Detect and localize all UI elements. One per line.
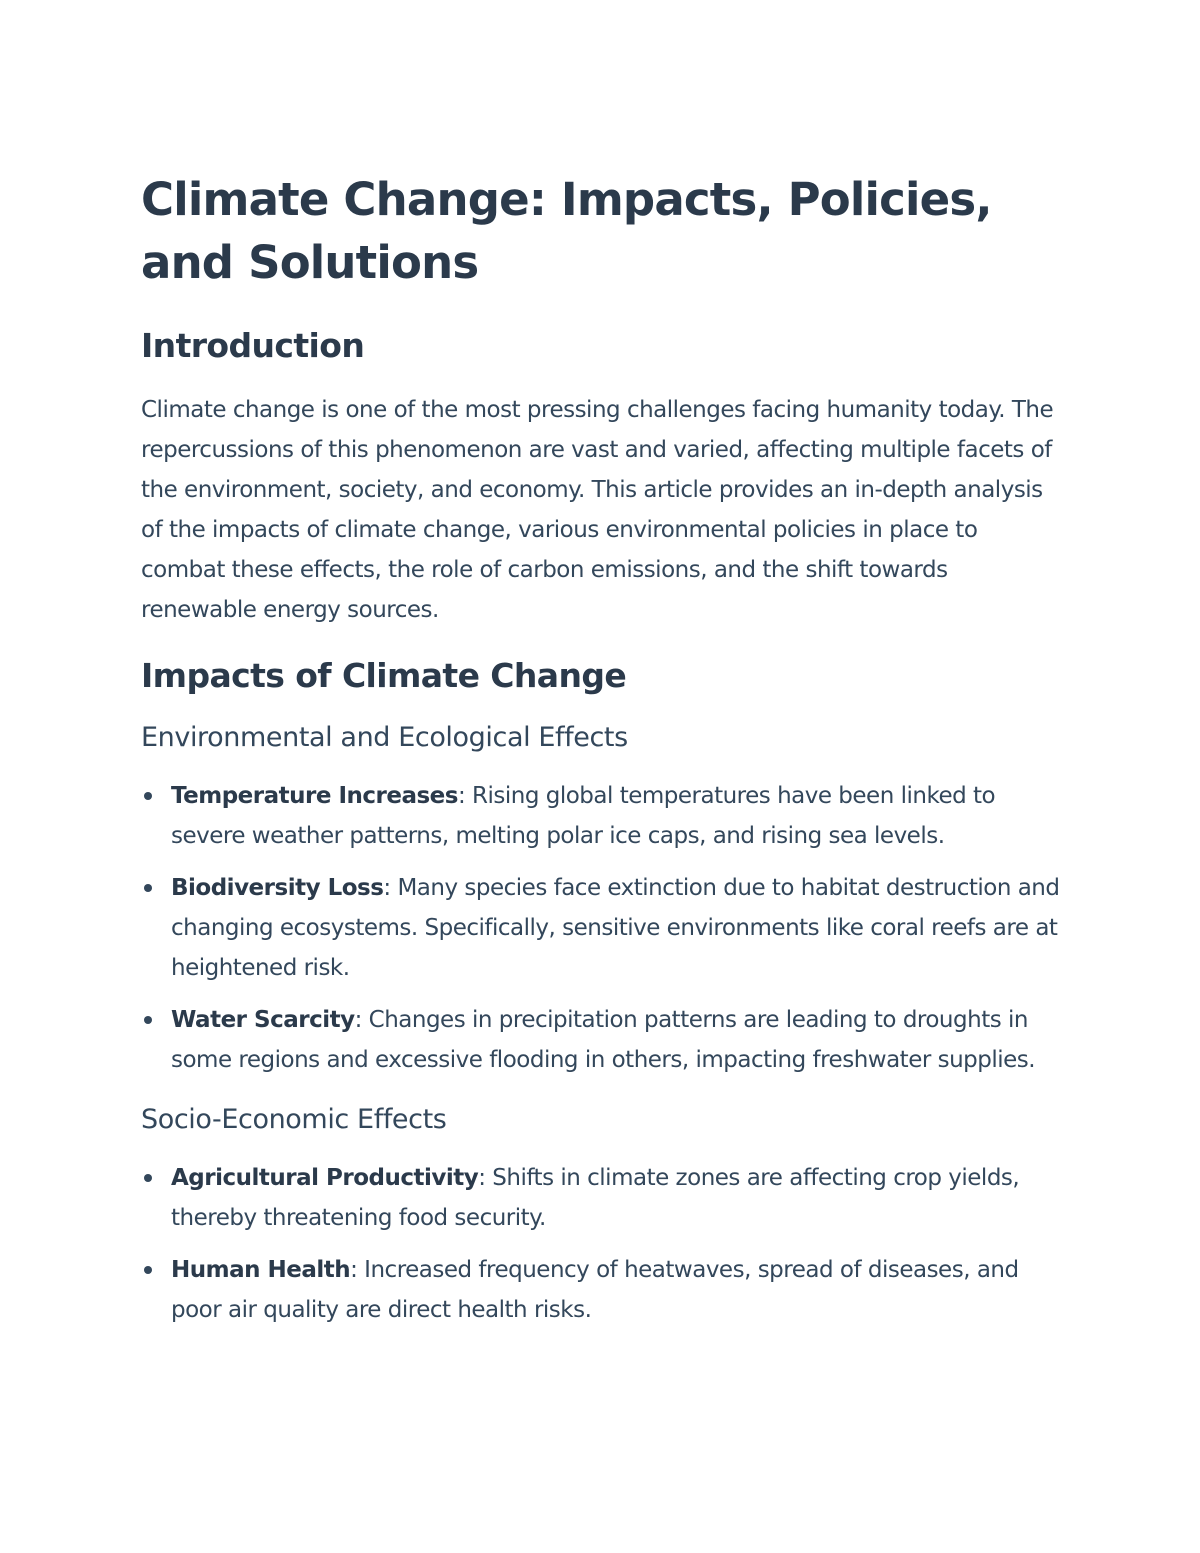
list-item-term: Human Health xyxy=(171,1257,351,1283)
list-item xyxy=(141,868,1061,988)
list-item-text: : Shifts in climate zones are affecting crop yields, thereby threatening food security. xyxy=(171,1165,1020,1231)
list-item xyxy=(141,1250,1061,1330)
bullet-icon xyxy=(144,884,152,892)
subsection-heading-socioeconomic: Socio-Economic Effects xyxy=(141,1104,447,1135)
list-item xyxy=(141,1158,1061,1238)
list-item-term: Temperature Increases xyxy=(171,783,458,809)
list-item xyxy=(141,1000,1061,1080)
list-item-text: : Rising global temperatures have been linked to severe weather patterns, melting polar ice caps, and rising sea levels. xyxy=(171,783,996,849)
list-item-text: : Many species face extinction due to habitat destruction and changing ecosystems. Specifically, sensitive environments like coral reefs are at heightened risk. xyxy=(171,875,1060,981)
list-item xyxy=(141,776,1061,856)
list-item-term: Water Scarcity xyxy=(171,1007,355,1033)
bullet-icon xyxy=(144,1266,152,1274)
environmental-effects-list xyxy=(141,776,1061,1080)
socioeconomic-effects-list xyxy=(141,1158,1061,1330)
list-item-term: Agricultural Productivity xyxy=(171,1165,479,1191)
section-heading-introduction: Introduction xyxy=(141,326,365,365)
bullet-icon xyxy=(144,1016,152,1024)
bullet-icon xyxy=(144,792,152,800)
subsection-heading-environmental: Environmental and Ecological Effects xyxy=(141,722,628,753)
list-item-text: : Changes in precipitation patterns are leading to droughts in some regions and excessive flooding in others, impacting freshwater supplies. xyxy=(171,1007,1036,1073)
document-title: Climate Change: Impacts, Policies, and Solutions xyxy=(141,173,992,289)
document-page xyxy=(141,168,1061,1352)
introduction-paragraph: Climate change is one of the most pressing challenges facing humanity today. The repercussions of this phenomenon are vast and varied, affecting multiple facets of the environment, society, and economy. This article provides an in-depth analysis of the impacts of climate change, various environmental policies in place to combat these effects, the role of carbon emissions, and the shift towards renewable energy sources. xyxy=(141,397,1054,623)
list-item-term: Biodiversity Loss xyxy=(171,875,384,901)
list-item-text: : Increased frequency of heatwaves, spread of diseases, and poor air quality are direct health risks. xyxy=(171,1257,1019,1323)
section-heading-impacts: Impacts of Climate Change xyxy=(141,656,627,695)
bullet-icon xyxy=(144,1174,152,1182)
